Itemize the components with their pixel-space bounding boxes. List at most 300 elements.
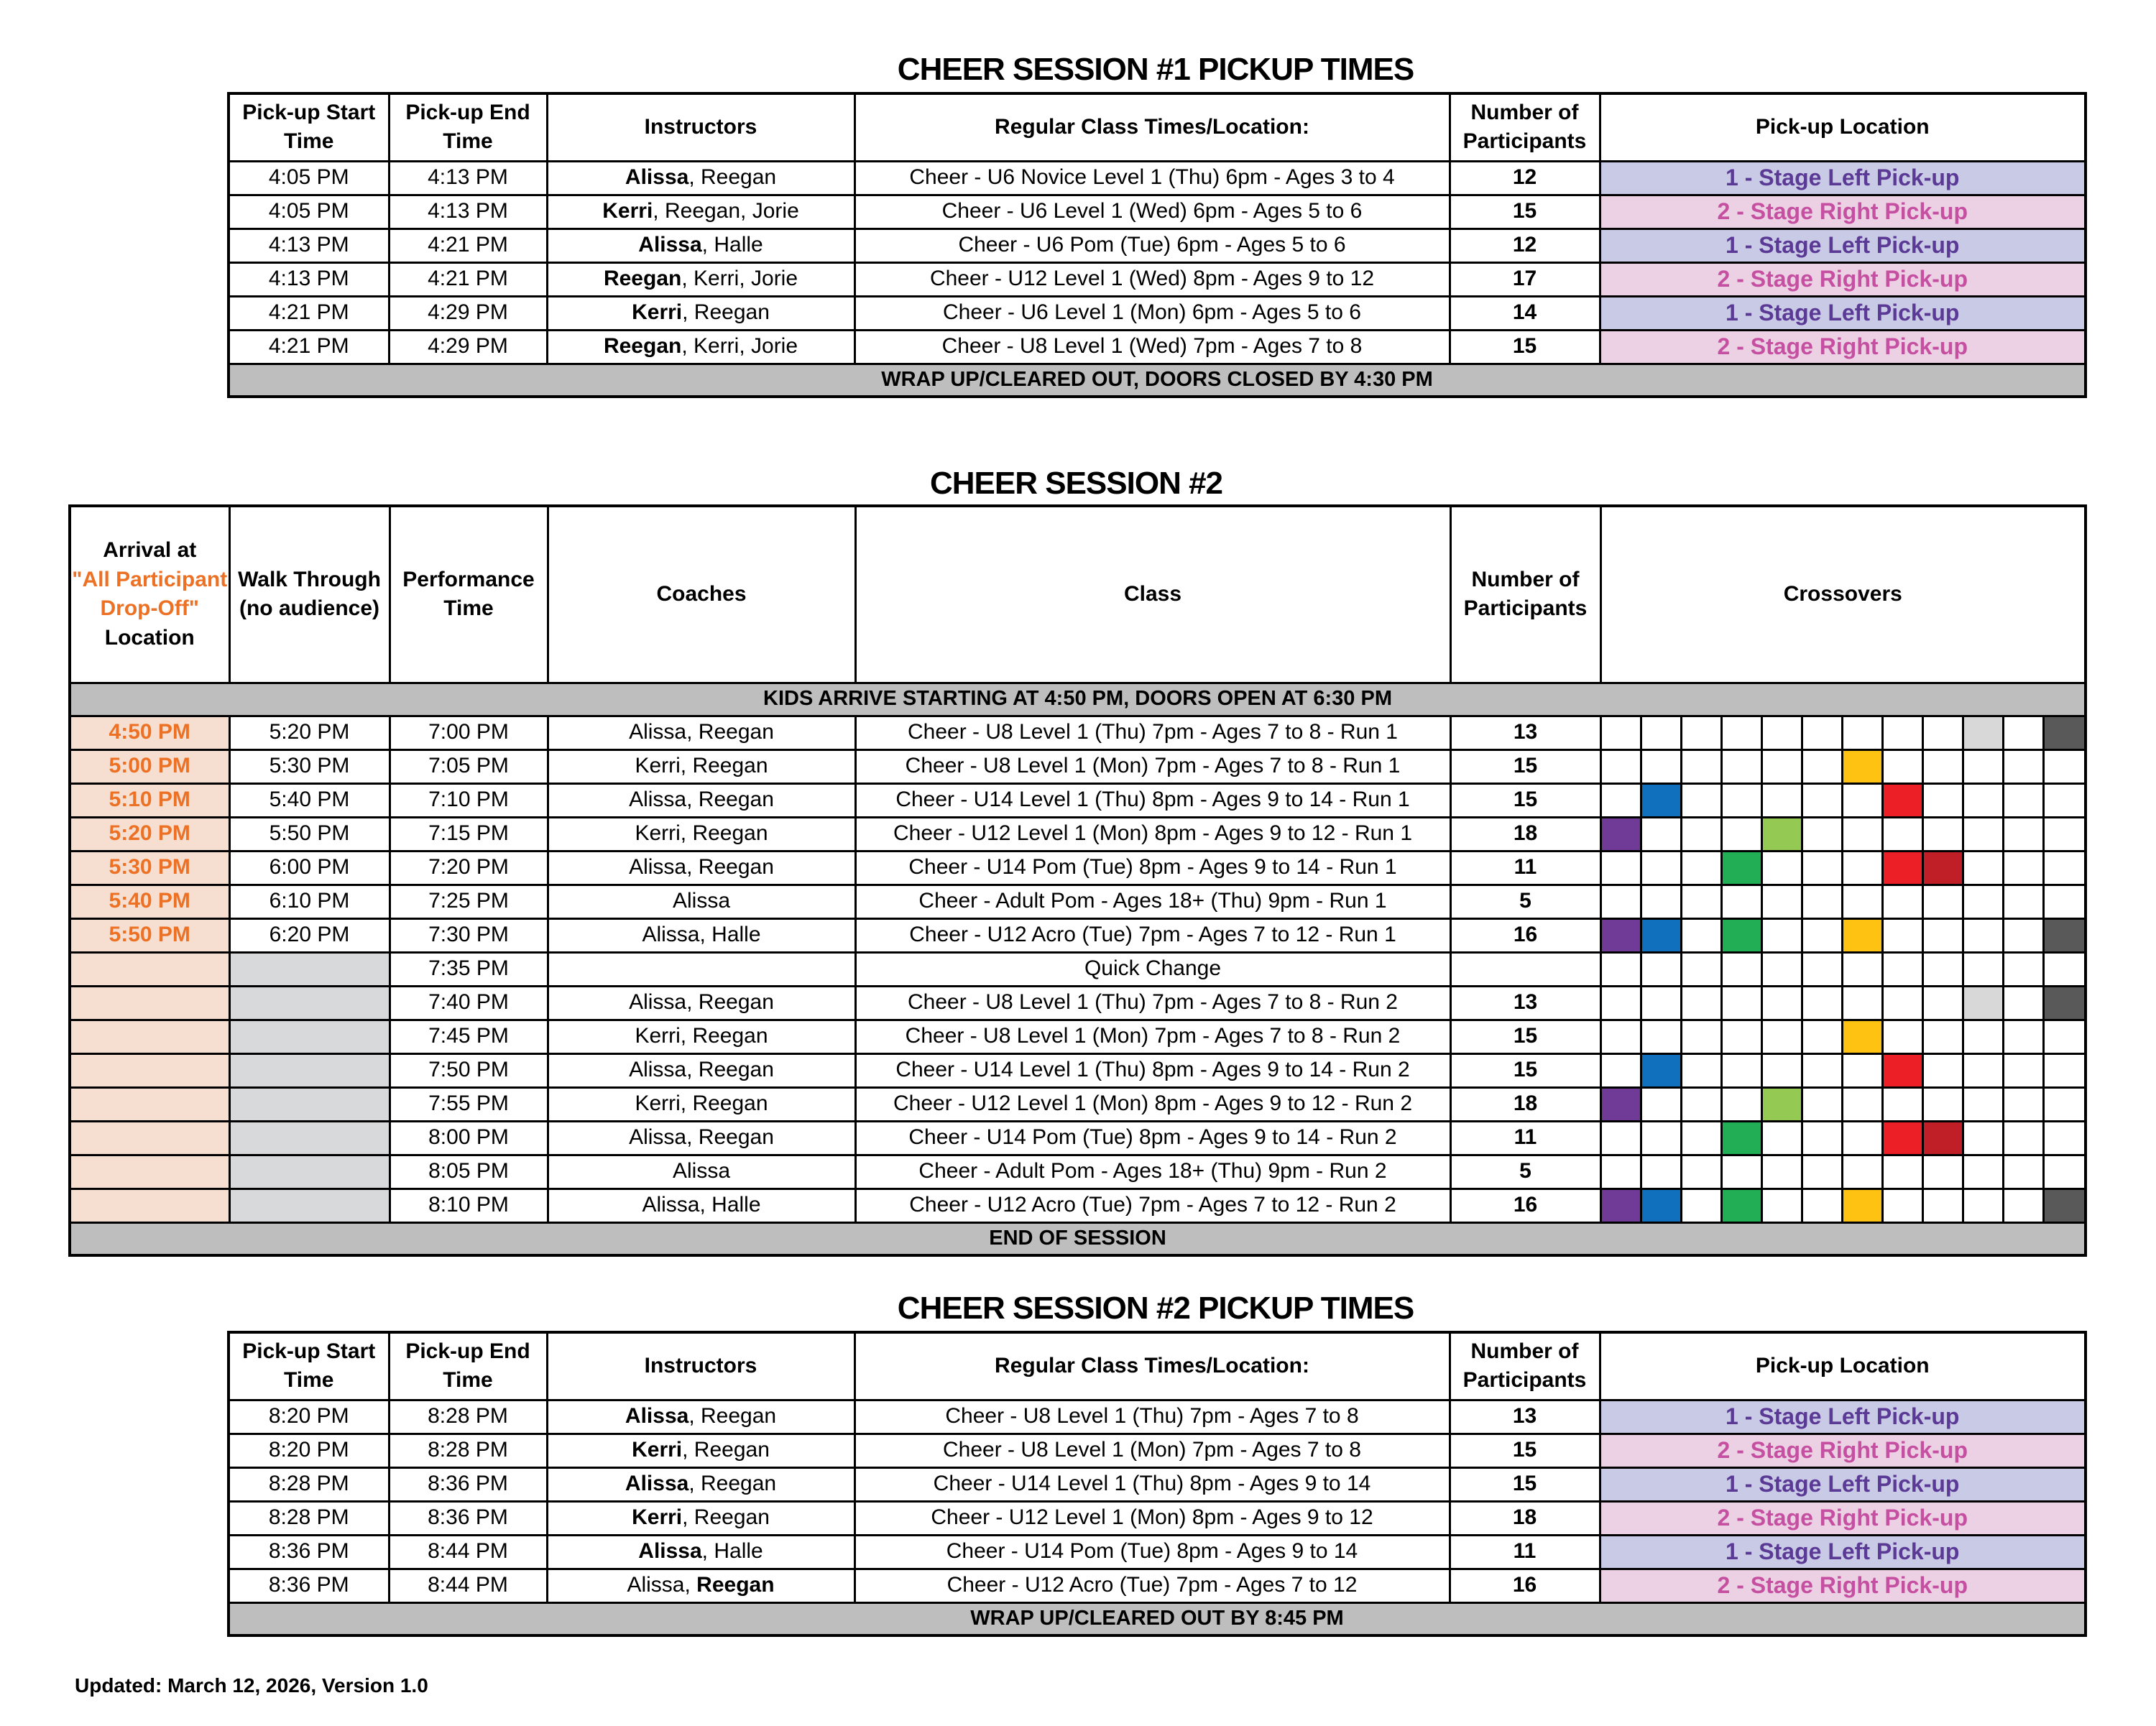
participant-count: 18 xyxy=(1450,1501,1600,1535)
crossover-cell-empty xyxy=(1721,817,1761,851)
coaches-cell: Alissa, Reegan xyxy=(548,1053,855,1087)
crossover-cell-empty xyxy=(1721,1020,1761,1053)
other-instructors: , Reegan xyxy=(682,300,770,325)
crossover-cell-green xyxy=(1721,851,1761,885)
crossover-cell-empty xyxy=(2003,1087,2043,1121)
participant-count: 12 xyxy=(1450,161,1600,195)
crossover-cell-empty xyxy=(1882,1020,1922,1053)
crossover-cell-empty xyxy=(1761,749,1802,783)
crossover-cell-empty xyxy=(1641,851,1681,885)
crossover-cell-empty xyxy=(1922,986,1963,1020)
coaches-cell: Kerri, Reegan xyxy=(548,749,855,783)
header-crossovers: Crossovers xyxy=(1600,506,2086,683)
crossover-cell-empty xyxy=(1922,918,1963,952)
crossover-cell-empty xyxy=(1963,749,2003,783)
crossover-cell-empty xyxy=(2043,1020,2086,1053)
class-cell: Cheer - U6 Level 1 (Mon) 6pm - Ages 5 to 6 xyxy=(854,296,1450,330)
crossover-cell-empty xyxy=(1721,783,1761,817)
crossover-cell-empty xyxy=(2003,1121,2043,1155)
crossover-cell-empty xyxy=(1761,851,1802,885)
crossover-cell-empty xyxy=(1721,1053,1761,1087)
table-row xyxy=(229,1569,2086,1602)
crossover-cell-empty xyxy=(1721,1087,1761,1121)
crossover-cell-empty xyxy=(1721,885,1761,918)
pickup-start-time: 8:20 PM xyxy=(229,1400,389,1434)
other-instructors: , Reegan, Jorie xyxy=(653,199,799,223)
coaches-cell xyxy=(548,952,855,986)
crossover-cell-empty xyxy=(2003,1189,2043,1222)
crossover-cell-empty xyxy=(1681,1087,1721,1121)
pickup-start-time: 8:28 PM xyxy=(229,1467,389,1501)
crossover-cell-purple xyxy=(1600,817,1641,851)
crossover-cell-empty xyxy=(1842,986,1882,1020)
crossover-cell-empty xyxy=(1842,952,1882,986)
class-cell: Cheer - U14 Level 1 (Thu) 8pm - Ages 9 to 14 - Run 1 xyxy=(855,783,1450,817)
header-pickup-end: Pick-up End Time xyxy=(389,1332,547,1400)
pickup-end-time: 4:13 PM xyxy=(389,195,547,229)
participant-count: 15 xyxy=(1450,1020,1600,1053)
pickup-location-badge: 1 - Stage Left Pick-up xyxy=(1600,1535,2086,1569)
crossover-cell-empty xyxy=(1600,1121,1641,1155)
lead-instructor: Alissa xyxy=(625,165,689,190)
participant-count: 15 xyxy=(1450,195,1600,229)
performance-time: 7:00 PM xyxy=(390,716,548,749)
arrival-time: 5:30 PM xyxy=(70,851,229,885)
table-row xyxy=(70,1053,2086,1087)
pickup-end-time: 8:44 PM xyxy=(389,1535,547,1569)
crossover-cell-empty xyxy=(1842,1087,1882,1121)
other-instructors: , Reegan xyxy=(682,1505,770,1530)
pickup-start-time: 4:05 PM xyxy=(229,161,389,195)
participant-count: 18 xyxy=(1450,817,1600,851)
arrival-time: 4:50 PM xyxy=(70,716,229,749)
performance-time: 7:10 PM xyxy=(390,783,548,817)
coaches-cell: Alissa, Halle xyxy=(548,1189,855,1222)
performance-time: 7:50 PM xyxy=(390,1053,548,1087)
participant-count: 13 xyxy=(1450,716,1600,749)
session2-title: CHEER SESSION #2 xyxy=(929,466,1223,501)
header-pickup-start: Pick-up Start Time xyxy=(229,1332,389,1400)
crossover-cell-empty xyxy=(1842,1121,1882,1155)
crossover-cell-empty xyxy=(1802,1121,1842,1155)
pickup-location-badge: 1 - Stage Left Pick-up xyxy=(1600,296,2086,330)
participant-count: 18 xyxy=(1450,1087,1600,1121)
crossover-cell-empty xyxy=(2043,952,2086,986)
pickup-end-time: 8:28 PM xyxy=(389,1400,547,1434)
coaches-cell: Kerri, Reegan xyxy=(548,817,855,851)
crossover-cell-empty xyxy=(1802,918,1842,952)
lead-instructor: Alissa xyxy=(638,233,702,257)
crossover-cell-empty xyxy=(2003,952,2043,986)
class-cell: Cheer - Adult Pom - Ages 18+ (Thu) 9pm - Run 1 xyxy=(855,885,1450,918)
pickup-location-badge: 1 - Stage Left Pick-up xyxy=(1600,1400,2086,1434)
lead-instructor: Alissa xyxy=(625,1472,689,1496)
crossover-cell-empty xyxy=(1882,817,1922,851)
crossover-cell-empty xyxy=(2003,918,2043,952)
crossover-cell-red xyxy=(1882,783,1922,817)
crossover-cell-empty xyxy=(1882,749,1922,783)
table-row xyxy=(229,1501,2086,1535)
crossover-cell-empty xyxy=(1802,1189,1842,1222)
table-row xyxy=(229,195,2086,229)
participant-count: 17 xyxy=(1450,262,1600,296)
crossover-cell-empty xyxy=(1641,817,1681,851)
header-pickup-end: Pick-up End Time xyxy=(389,93,547,161)
session2-wrapup-banner: WRAP UP/CLEARED OUT BY 8:45 PM xyxy=(229,1602,2086,1635)
class-cell: Cheer - U8 Level 1 (Thu) 7pm - Ages 7 to 8 xyxy=(854,1400,1450,1434)
crossover-cell-red xyxy=(1882,1053,1922,1087)
pickup-location-badge: 2 - Stage Right Pick-up xyxy=(1600,195,2086,229)
crossover-cell-empty xyxy=(1641,749,1681,783)
arrival-time xyxy=(70,1087,229,1121)
crossover-cell-green xyxy=(1721,918,1761,952)
lead-instructor: Kerri xyxy=(632,300,683,325)
crossover-cell-empty xyxy=(1721,986,1761,1020)
pickup-location-badge: 2 - Stage Right Pick-up xyxy=(1600,1501,2086,1535)
walk-through-time: 6:00 PM xyxy=(229,851,390,885)
crossover-cell-empty xyxy=(1681,749,1721,783)
arrival-time xyxy=(70,1053,229,1087)
table-row xyxy=(70,885,2086,918)
crossover-cell-empty xyxy=(1802,986,1842,1020)
class-cell: Cheer - Adult Pom - Ages 18+ (Thu) 9pm - Run 2 xyxy=(855,1155,1450,1189)
instructors-cell xyxy=(547,195,854,229)
instructors-cell xyxy=(547,296,854,330)
crossover-cell-empty xyxy=(2043,885,2086,918)
pickup-location-badge: 2 - Stage Right Pick-up xyxy=(1600,1569,2086,1602)
crossover-cell-empty xyxy=(1922,817,1963,851)
session2-end-banner: END OF SESSION xyxy=(70,1222,2086,1255)
instructors-cell xyxy=(547,1535,854,1569)
other-instructors: , Halle xyxy=(701,233,763,257)
walk-through-time: 6:10 PM xyxy=(229,885,390,918)
crossover-cell-empty xyxy=(2043,1087,2086,1121)
class-cell: Cheer - U14 Level 1 (Thu) 8pm - Ages 9 to 14 xyxy=(854,1467,1450,1501)
header-walk-through: Walk Through (no audience) xyxy=(229,506,390,683)
header-pickup-location: Pick-up Location xyxy=(1600,1332,2086,1400)
crossover-cell-empty xyxy=(1600,1053,1641,1087)
crossover-cell-empty xyxy=(1922,1087,1963,1121)
pickup-location-badge: 2 - Stage Right Pick-up xyxy=(1600,330,2086,364)
participant-count xyxy=(1450,952,1600,986)
crossover-cell-empty xyxy=(1761,952,1802,986)
table-row xyxy=(70,749,2086,783)
arrival-time xyxy=(70,1020,229,1053)
pickup-start-time: 8:36 PM xyxy=(229,1569,389,1602)
crossover-cell-empty xyxy=(1641,716,1681,749)
crossover-cell-empty xyxy=(1802,885,1842,918)
table-row xyxy=(229,1400,2086,1434)
crossover-cell-empty xyxy=(1600,851,1641,885)
arrival-time: 5:50 PM xyxy=(70,918,229,952)
class-cell: Cheer - U12 Level 1 (Mon) 8pm - Ages 9 to 12 xyxy=(854,1501,1450,1535)
crossover-cell-empty xyxy=(1600,986,1641,1020)
arrival-time xyxy=(70,986,229,1020)
table-row xyxy=(70,817,2086,851)
lead-instructor: Alissa xyxy=(638,1539,702,1564)
crossover-cell-empty xyxy=(1721,749,1761,783)
coaches-cell: Alissa, Reegan xyxy=(548,851,855,885)
class-cell: Cheer - U12 Level 1 (Mon) 8pm - Ages 9 to 12 - Run 1 xyxy=(855,817,1450,851)
crossover-cell-empty xyxy=(1963,851,2003,885)
crossover-cell-blue xyxy=(1641,1053,1681,1087)
pickup-end-time: 4:29 PM xyxy=(389,296,547,330)
crossover-cell-empty xyxy=(1922,1189,1963,1222)
header-participants: Number of Participants xyxy=(1450,506,1600,683)
walk-through-time xyxy=(229,1020,390,1053)
class-cell: Cheer - U8 Level 1 (Mon) 7pm - Ages 7 to 8 - Run 2 xyxy=(855,1020,1450,1053)
performance-time: 7:25 PM xyxy=(390,885,548,918)
participant-count: 16 xyxy=(1450,1569,1600,1602)
crossover-cell-empty xyxy=(2003,1155,2043,1189)
pickup-end-time: 8:28 PM xyxy=(389,1434,547,1467)
crossover-cell-blue xyxy=(1641,1189,1681,1222)
crossover-cell-empty xyxy=(1963,1121,2003,1155)
lead-instructor: Reegan xyxy=(603,334,682,359)
walk-through-time: 5:20 PM xyxy=(229,716,390,749)
table-row xyxy=(70,716,2086,749)
crossover-cell-empty xyxy=(2003,817,2043,851)
crossover-cell-red xyxy=(1882,851,1922,885)
participant-count: 5 xyxy=(1450,1155,1600,1189)
crossover-cell-purple xyxy=(1600,1087,1641,1121)
crossover-cell-darkgray xyxy=(2043,1189,2086,1222)
crossover-cell-empty xyxy=(2043,817,2086,851)
crossover-cell-empty xyxy=(1681,986,1721,1020)
walk-through-time xyxy=(229,952,390,986)
crossover-cell-lightgray xyxy=(1963,716,2003,749)
crossover-cell-empty xyxy=(2003,1020,2043,1053)
crossover-cell-blue xyxy=(1641,918,1681,952)
crossover-cell-empty xyxy=(1600,1155,1641,1189)
participant-count: 5 xyxy=(1450,885,1600,918)
crossover-cell-lightgreen xyxy=(1761,817,1802,851)
crossover-cell-empty xyxy=(1963,817,2003,851)
class-cell: Cheer - U8 Level 1 (Wed) 7pm - Ages 7 to 8 xyxy=(854,330,1450,364)
participant-count: 13 xyxy=(1450,986,1600,1020)
coaches-cell: Kerri, Reegan xyxy=(548,1087,855,1121)
table-row xyxy=(229,1434,2086,1467)
crossover-cell-darkgray xyxy=(2043,986,2086,1020)
coaches-cell: Alissa xyxy=(548,885,855,918)
header-arrival xyxy=(70,506,229,683)
coaches-cell: Alissa xyxy=(548,1155,855,1189)
crossover-cell-empty xyxy=(1802,851,1842,885)
crossover-cell-empty xyxy=(1882,1155,1922,1189)
instructors-cell xyxy=(547,262,854,296)
arrival-time xyxy=(70,1121,229,1155)
header-participants: Number of Participants xyxy=(1450,93,1600,161)
arrival-time xyxy=(70,1155,229,1189)
class-cell: Cheer - U14 Pom (Tue) 8pm - Ages 9 to 14 xyxy=(854,1535,1450,1569)
arrival-time: 5:00 PM xyxy=(70,749,229,783)
crossover-cell-empty xyxy=(1641,952,1681,986)
performance-time: 7:30 PM xyxy=(390,918,548,952)
instructors-cell xyxy=(547,1400,854,1434)
crossover-cell-red xyxy=(1882,1121,1922,1155)
table-row xyxy=(70,851,2086,885)
crossover-cell-empty xyxy=(1600,1020,1641,1053)
crossover-cell-empty xyxy=(1842,783,1882,817)
crossover-cell-empty xyxy=(1641,885,1681,918)
walk-through-time xyxy=(229,1189,390,1222)
crossover-cell-empty xyxy=(1681,1121,1721,1155)
pickup-start-time: 4:13 PM xyxy=(229,262,389,296)
header-class: Regular Class Times/Location: xyxy=(854,93,1450,161)
header-coaches: Coaches xyxy=(548,506,855,683)
crossover-cell-empty xyxy=(1681,783,1721,817)
crossover-cell-empty xyxy=(2003,885,2043,918)
arrival-time: 5:10 PM xyxy=(70,783,229,817)
performance-time: 7:35 PM xyxy=(390,952,548,986)
participant-count: 11 xyxy=(1450,1535,1600,1569)
arrival-time xyxy=(70,952,229,986)
lead-instructor: Kerri xyxy=(632,1505,683,1530)
crossover-cell-empty xyxy=(1963,885,2003,918)
instructors-cell xyxy=(547,1467,854,1501)
header-performance-time: Performance Time xyxy=(390,506,548,683)
performance-time: 7:15 PM xyxy=(390,817,548,851)
walk-through-time xyxy=(229,1053,390,1087)
class-cell: Cheer - U12 Level 1 (Mon) 8pm - Ages 9 to 12 - Run 2 xyxy=(855,1087,1450,1121)
header-class: Regular Class Times/Location: xyxy=(854,1332,1450,1400)
pickup-start-time: 4:05 PM xyxy=(229,195,389,229)
crossover-cell-empty xyxy=(1882,1189,1922,1222)
header-class: Class xyxy=(855,506,1450,683)
crossover-cell-empty xyxy=(1882,952,1922,986)
performance-time: 7:45 PM xyxy=(390,1020,548,1053)
table-row xyxy=(229,1467,2086,1501)
other-instructors: , Halle xyxy=(701,1539,763,1564)
instructors-cell xyxy=(547,330,854,364)
crossover-cell-empty xyxy=(1761,885,1802,918)
crossover-cell-empty xyxy=(1761,783,1802,817)
crossover-cell-empty xyxy=(1802,749,1842,783)
crossover-cell-lightgray xyxy=(1963,986,2003,1020)
crossover-cell-empty xyxy=(1600,783,1641,817)
table-row xyxy=(70,952,2086,986)
crossover-cell-empty xyxy=(2003,749,2043,783)
other-instructors: , Kerri, Jorie xyxy=(681,334,798,359)
pickup-start-time: 4:21 PM xyxy=(229,296,389,330)
pickup-start-time: 8:20 PM xyxy=(229,1434,389,1467)
crossover-cell-darkred xyxy=(1922,1121,1963,1155)
performance-time: 7:05 PM xyxy=(390,749,548,783)
crossover-cell-empty xyxy=(1802,952,1842,986)
crossover-cell-empty xyxy=(1882,885,1922,918)
coaches-cell: Kerri, Reegan xyxy=(548,1020,855,1053)
crossover-cell-empty xyxy=(1963,1020,2003,1053)
crossover-cell-empty xyxy=(1922,783,1963,817)
crossover-cell-darkgray xyxy=(2043,716,2086,749)
crossover-cell-green xyxy=(1721,1189,1761,1222)
pickup-start-time: 4:13 PM xyxy=(229,229,389,262)
crossover-cell-empty xyxy=(1842,817,1882,851)
crossover-cell-empty xyxy=(2043,749,2086,783)
crossover-cell-empty xyxy=(1681,716,1721,749)
crossover-cell-darkgray xyxy=(2043,918,2086,952)
updated-note: Updated: March 12, 2026, Version 1.0 xyxy=(75,1674,428,1697)
table-row xyxy=(70,783,2086,817)
pickup-end-time: 4:29 PM xyxy=(389,330,547,364)
crossover-cell-empty xyxy=(1681,817,1721,851)
header-arrival-prefix: Arrival at xyxy=(103,538,197,563)
crossover-cell-empty xyxy=(2043,1053,2086,1087)
walk-through-time: 6:20 PM xyxy=(229,918,390,952)
table-row xyxy=(229,1535,2086,1569)
crossover-cell-empty xyxy=(1721,716,1761,749)
crossover-cell-empty xyxy=(1922,885,1963,918)
pickup-end-time: 4:13 PM xyxy=(389,161,547,195)
header-arrival-suffix: Location xyxy=(104,625,195,650)
session1-wrapup-banner: WRAP UP/CLEARED OUT, DOORS CLOSED BY 4:30 PM xyxy=(229,364,2086,397)
crossover-cell-empty xyxy=(1802,1155,1842,1189)
session2-table xyxy=(68,504,2087,1257)
crossover-cell-empty xyxy=(1963,952,2003,986)
lead-instructor: Reegan xyxy=(603,267,682,291)
table-row xyxy=(70,1155,2086,1189)
coaches-cell: Alissa, Reegan xyxy=(548,1121,855,1155)
pickup-end-time: 8:44 PM xyxy=(389,1569,547,1602)
crossover-cell-empty xyxy=(1842,1053,1882,1087)
table-row xyxy=(229,330,2086,364)
crossover-cell-yellow xyxy=(1842,918,1882,952)
crossover-cell-darkred xyxy=(1922,851,1963,885)
lead-instructor: Alissa xyxy=(625,1404,689,1429)
instructors-cell xyxy=(547,1434,854,1467)
instructors-cell xyxy=(547,161,854,195)
class-cell: Cheer - U8 Level 1 (Thu) 7pm - Ages 7 to 8 - Run 2 xyxy=(855,986,1450,1020)
crossover-cell-empty xyxy=(1963,783,2003,817)
crossover-cell-empty xyxy=(1802,783,1842,817)
pickup-location-badge: 2 - Stage Right Pick-up xyxy=(1600,1434,2086,1467)
crossover-cell-empty xyxy=(1922,1155,1963,1189)
crossover-cell-empty xyxy=(1963,1053,2003,1087)
pickup-end-time: 8:36 PM xyxy=(389,1501,547,1535)
pickup-location-badge: 2 - Stage Right Pick-up xyxy=(1600,262,2086,296)
crossover-cell-empty xyxy=(1882,716,1922,749)
lead-instructor: Kerri xyxy=(632,1438,683,1462)
crossover-cell-empty xyxy=(1842,851,1882,885)
class-cell: Cheer - U12 Acro (Tue) 7pm - Ages 7 to 12 xyxy=(854,1569,1450,1602)
session2-pickup-table xyxy=(227,1331,2087,1637)
crossover-cell-empty xyxy=(1641,1121,1681,1155)
table-row xyxy=(70,1087,2086,1121)
crossover-cell-empty xyxy=(2003,716,2043,749)
instructors-cell xyxy=(547,1569,854,1602)
header-instructors: Instructors xyxy=(547,1332,854,1400)
crossover-cell-empty xyxy=(1922,1053,1963,1087)
crossover-cell-empty xyxy=(2003,1053,2043,1087)
participant-count: 12 xyxy=(1450,229,1600,262)
performance-time: 8:10 PM xyxy=(390,1189,548,1222)
crossover-cell-empty xyxy=(1922,749,1963,783)
crossover-cell-empty xyxy=(1761,1121,1802,1155)
crossover-cell-yellow xyxy=(1842,1020,1882,1053)
header-instructors: Instructors xyxy=(547,93,854,161)
crossover-cell-empty xyxy=(1761,1155,1802,1189)
class-cell: Cheer - U14 Pom (Tue) 8pm - Ages 9 to 14 - Run 2 xyxy=(855,1121,1450,1155)
crossover-cell-empty xyxy=(1922,952,1963,986)
participant-count: 16 xyxy=(1450,918,1600,952)
performance-time: 8:00 PM xyxy=(390,1121,548,1155)
crossover-cell-empty xyxy=(2043,1121,2086,1155)
crossover-cell-empty xyxy=(1641,1155,1681,1189)
arrival-time: 5:40 PM xyxy=(70,885,229,918)
pickup-start-time: 8:36 PM xyxy=(229,1535,389,1569)
crossover-cell-empty xyxy=(1681,952,1721,986)
crossover-cell-empty xyxy=(1802,1020,1842,1053)
